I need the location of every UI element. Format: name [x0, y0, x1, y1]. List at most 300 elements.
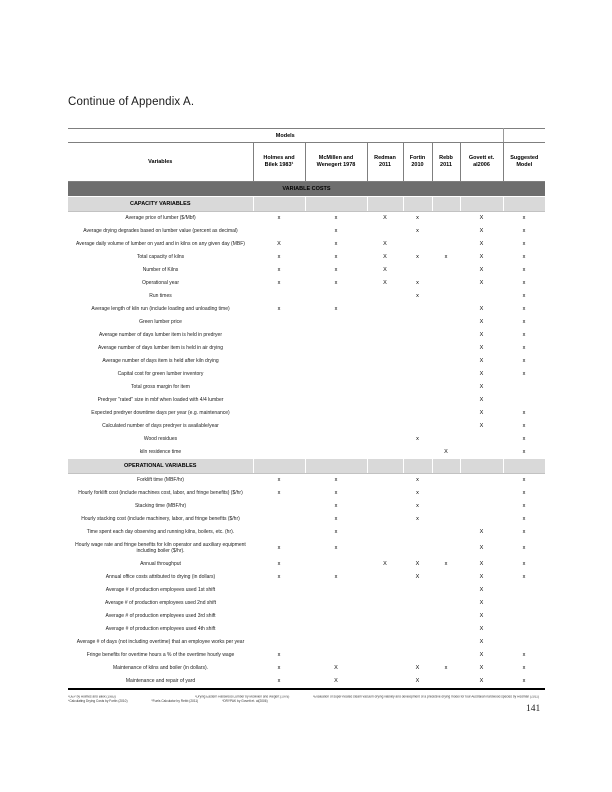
model-mark-cell: x — [277, 306, 281, 313]
model-mark-cell — [367, 500, 403, 513]
model-mark-cell — [432, 610, 460, 623]
model-mark-cell — [367, 487, 403, 500]
table-row — [68, 675, 545, 689]
model-mark-cell — [253, 610, 305, 623]
model-mark-cell — [305, 636, 367, 649]
model-mark-cell — [503, 636, 545, 649]
model-mark-cell: x — [277, 665, 281, 672]
section-band-cell — [253, 459, 305, 474]
model-mark-cell — [432, 584, 460, 597]
model-mark-cell: x — [522, 678, 526, 685]
model-mark-cell: x — [522, 423, 526, 430]
model-mark-cell — [367, 355, 403, 368]
model-mark-cell — [432, 368, 460, 381]
model-mark-cell — [460, 446, 503, 459]
model-mark-cell: X — [479, 600, 484, 607]
model-mark-cell — [503, 381, 545, 394]
model-mark-cell — [367, 225, 403, 238]
model-mark-cell — [403, 355, 432, 368]
model-mark-cell: x — [416, 516, 419, 523]
model-mark-cell: x — [522, 503, 526, 510]
model-mark-cell — [432, 381, 460, 394]
model-mark-cell — [403, 610, 432, 623]
model-mark-cell: X — [479, 332, 484, 339]
model-mark-cell — [253, 433, 305, 446]
table-row — [68, 571, 545, 584]
model-mark-cell: X — [479, 228, 484, 235]
model-mark-cell — [367, 368, 403, 381]
model-mark-cell: x — [522, 561, 526, 568]
model-mark-cell: x — [334, 267, 338, 274]
model-mark-cell: x — [334, 306, 338, 313]
section-band-cell — [460, 459, 503, 474]
model-mark-cell — [367, 329, 403, 342]
model-mark-cell — [253, 316, 305, 329]
model-mark-cell — [432, 597, 460, 610]
column-header: Suggested Model — [503, 143, 545, 182]
model-mark-cell — [253, 394, 305, 407]
table-row — [68, 584, 545, 597]
model-mark-cell — [403, 407, 432, 420]
model-mark-cell: X — [383, 254, 387, 261]
model-mark-cell: x — [277, 490, 281, 497]
table-row — [68, 290, 545, 303]
variable-label: Average # of production employees used 1st shift — [105, 587, 216, 594]
model-mark-cell — [367, 394, 403, 407]
model-mark-cell — [367, 513, 403, 526]
model-mark-cell: X — [334, 678, 338, 685]
model-mark-cell: X — [479, 545, 484, 552]
footnote-4: ⁴Calculating Drying Costs by Fortin (2010) — [68, 699, 128, 703]
table-row — [68, 264, 545, 277]
variable-label: Annual throughput — [140, 561, 181, 568]
table-row — [68, 329, 545, 342]
model-mark-cell: x — [416, 477, 419, 484]
variable-label: Average # of production employees used 2nd shift — [104, 600, 217, 607]
model-mark-cell: x — [277, 267, 281, 274]
model-mark-cell — [305, 649, 367, 662]
model-mark-cell — [253, 420, 305, 433]
model-mark-cell — [432, 500, 460, 513]
model-mark-cell — [403, 636, 432, 649]
model-mark-cell: x — [277, 280, 281, 287]
model-mark-cell: x — [522, 410, 526, 417]
model-mark-cell — [403, 303, 432, 316]
section-band-cell — [253, 197, 305, 212]
table-row — [68, 407, 545, 420]
model-mark-cell: X — [479, 652, 484, 659]
variable-label: Annual office costs attributed to drying (in dollars) — [105, 574, 216, 581]
model-mark-cell: x — [277, 561, 281, 568]
model-mark-cell — [432, 264, 460, 277]
model-mark-cell: x — [522, 215, 526, 222]
model-mark-cell: x — [444, 665, 448, 672]
model-mark-cell: X — [479, 561, 484, 568]
models-header-empty-cell — [503, 129, 545, 143]
section-band-cell — [460, 197, 503, 212]
model-mark-cell — [253, 355, 305, 368]
model-mark-cell: X — [479, 665, 484, 672]
model-mark-cell — [403, 381, 432, 394]
variable-label: Fringe benefits for overtime hours a % of the overtime hourly wage — [86, 652, 235, 659]
model-mark-cell — [367, 662, 403, 675]
model-mark-cell — [367, 290, 403, 303]
model-mark-cell: x — [522, 358, 526, 365]
variable-label: Average number of days lumber item is held in air drying — [98, 345, 223, 352]
model-mark-cell: X — [383, 241, 387, 248]
model-mark-cell — [367, 473, 403, 486]
model-mark-cell: x — [522, 490, 526, 497]
model-mark-cell — [253, 500, 305, 513]
model-mark-cell: X — [479, 410, 484, 417]
model-mark-cell — [367, 420, 403, 433]
model-mark-cell — [503, 623, 545, 636]
model-mark-cell — [253, 407, 305, 420]
model-mark-cell: x — [522, 652, 526, 659]
model-mark-cell — [253, 225, 305, 238]
model-mark-cell — [367, 623, 403, 636]
table-row — [68, 433, 545, 446]
model-mark-cell — [367, 342, 403, 355]
model-mark-cell — [432, 212, 460, 225]
model-mark-cell: x — [522, 228, 526, 235]
model-mark-cell: x — [334, 574, 338, 581]
table-body — [68, 129, 545, 689]
model-mark-cell: x — [522, 371, 526, 378]
model-mark-cell — [432, 539, 460, 558]
model-mark-cell: X — [479, 306, 484, 313]
model-mark-cell: X — [334, 665, 338, 672]
table-row — [68, 539, 545, 558]
model-mark-cell: x — [334, 280, 338, 287]
table-row — [68, 513, 545, 526]
section-band-cell — [432, 459, 460, 474]
model-mark-cell: x — [334, 477, 338, 484]
model-mark-cell: x — [416, 490, 419, 497]
model-mark-cell — [367, 303, 403, 316]
variable-label: Average # of production employees used 4th shift — [105, 626, 216, 633]
column-header: Rebb 2011 — [432, 143, 460, 182]
model-mark-cell: X — [479, 678, 484, 685]
model-mark-cell: x — [522, 529, 526, 536]
variable-label: Total capacity of kilns — [136, 254, 185, 261]
model-mark-cell — [432, 526, 460, 539]
model-mark-cell: x — [522, 241, 526, 248]
variable-label: Maintenance and repair of yard — [125, 678, 196, 685]
model-mark-cell: x — [277, 477, 281, 484]
model-mark-cell — [253, 368, 305, 381]
footnote-3: ³Evaluation of super-heated steam vacuum drying viability and development of a predictive drying model for four Australian hardwood species by Redman (2011) — [313, 695, 540, 699]
model-mark-cell — [367, 433, 403, 446]
model-mark-cell: x — [416, 228, 419, 235]
model-mark-cell — [305, 623, 367, 636]
footnote-6: ⁶DRYPAK by Govett et. al(2006) — [222, 699, 268, 703]
model-mark-cell: x — [522, 306, 526, 313]
model-mark-cell — [403, 342, 432, 355]
model-mark-cell: X — [479, 587, 484, 594]
variable-label: Average drying degrades based on lumber value (percent as decimal) — [83, 228, 238, 235]
model-mark-cell — [460, 487, 503, 500]
model-mark-cell: x — [522, 449, 526, 456]
footnote-5: ⁵Fuels Calculator by Rebb (2011) — [151, 699, 199, 703]
table-row — [68, 558, 545, 571]
model-mark-cell — [432, 571, 460, 584]
section-band-cell — [305, 197, 367, 212]
section-band-cell — [403, 197, 432, 212]
model-mark-cell: x — [522, 477, 526, 484]
model-mark-cell — [367, 610, 403, 623]
model-mark-cell: x — [522, 574, 526, 581]
model-mark-cell: X — [415, 574, 420, 581]
model-mark-cell: X — [479, 423, 484, 430]
model-mark-cell — [460, 290, 503, 303]
column-header: Govett et. al2006 — [460, 143, 503, 182]
model-mark-cell: x — [334, 228, 338, 235]
model-mark-cell — [432, 675, 460, 689]
model-mark-cell — [253, 381, 305, 394]
model-mark-cell: x — [416, 293, 419, 300]
model-mark-cell — [403, 420, 432, 433]
model-mark-cell — [403, 539, 432, 558]
model-mark-cell — [432, 238, 460, 251]
table-row — [68, 303, 545, 316]
page-number: 141 — [526, 704, 541, 714]
model-mark-cell — [432, 433, 460, 446]
variable-label: Maintenance of kilns and boiler (in dollars). — [112, 665, 209, 672]
section-band-dark — [68, 182, 545, 197]
model-mark-cell — [432, 225, 460, 238]
model-mark-cell — [432, 623, 460, 636]
model-mark-cell: x — [334, 490, 338, 497]
model-mark-cell — [403, 264, 432, 277]
table-row — [68, 394, 545, 407]
model-mark-cell — [305, 329, 367, 342]
model-mark-cell — [403, 329, 432, 342]
model-mark-cell: x — [334, 516, 338, 523]
column-header: McMillen and Wenegert 1978 — [305, 143, 367, 182]
variable-label: Predryer "rated" size in mbf when loaded with 4/4 lumber — [97, 397, 224, 404]
model-mark-cell: x — [522, 293, 526, 300]
table-row — [68, 316, 545, 329]
model-mark-cell — [305, 342, 367, 355]
model-mark-cell — [432, 277, 460, 290]
variable-label: Average length of kiln run (include loading and unloading time) — [91, 306, 230, 313]
model-mark-cell — [305, 558, 367, 571]
model-mark-cell — [367, 407, 403, 420]
table-row — [68, 277, 545, 290]
model-mark-cell — [503, 584, 545, 597]
model-mark-cell — [432, 342, 460, 355]
model-mark-cell — [253, 329, 305, 342]
column-header: Redman 2011 — [367, 143, 403, 182]
table-row — [68, 636, 545, 649]
model-mark-cell: x — [334, 215, 338, 222]
section-band-light — [68, 459, 545, 474]
model-mark-cell — [305, 394, 367, 407]
section-band-cell — [305, 459, 367, 474]
model-mark-cell — [367, 675, 403, 689]
table-row — [68, 473, 545, 486]
model-mark-cell: X — [479, 280, 484, 287]
model-mark-cell: X — [415, 665, 420, 672]
variable-label: Average number of days lumber item is held in predryer — [98, 332, 223, 339]
model-mark-cell — [403, 649, 432, 662]
variable-label: Average number of days item is held after kiln drying — [102, 358, 219, 365]
model-mark-cell: X — [415, 678, 420, 685]
model-mark-cell — [432, 420, 460, 433]
model-mark-cell: X — [479, 215, 484, 222]
model-mark-cell: X — [383, 267, 387, 274]
model-mark-cell: X — [479, 358, 484, 365]
model-mark-cell: X — [444, 449, 448, 456]
model-mark-cell — [253, 513, 305, 526]
model-mark-cell — [403, 316, 432, 329]
model-mark-cell — [305, 316, 367, 329]
appendix-table — [68, 128, 545, 690]
model-mark-cell — [305, 610, 367, 623]
model-mark-cell — [367, 539, 403, 558]
model-mark-cell — [253, 342, 305, 355]
model-mark-cell — [305, 597, 367, 610]
model-mark-cell — [367, 381, 403, 394]
models-header-row — [68, 129, 545, 143]
model-mark-cell: x — [416, 436, 419, 443]
model-mark-cell — [432, 316, 460, 329]
model-mark-cell — [367, 526, 403, 539]
model-mark-cell — [403, 584, 432, 597]
model-mark-cell — [367, 636, 403, 649]
model-mark-cell: x — [334, 254, 338, 261]
footnote-1: ¹OEP by Holmes and Bilek (1983) — [68, 695, 116, 699]
section-band-cell — [503, 459, 545, 474]
table-row — [68, 487, 545, 500]
section-band-cell — [403, 459, 432, 474]
model-mark-cell: x — [522, 345, 526, 352]
column-header: Fortin 2010 — [403, 143, 432, 182]
model-mark-cell — [305, 355, 367, 368]
model-mark-cell — [253, 584, 305, 597]
model-mark-cell — [305, 584, 367, 597]
table-row — [68, 381, 545, 394]
model-mark-cell: x — [522, 665, 526, 672]
model-mark-cell: x — [277, 215, 281, 222]
model-mark-cell — [403, 623, 432, 636]
model-mark-cell — [367, 571, 403, 584]
model-mark-cell — [403, 597, 432, 610]
model-mark-cell: x — [416, 503, 419, 510]
model-mark-cell — [403, 526, 432, 539]
table-row — [68, 238, 545, 251]
model-mark-cell: x — [522, 516, 526, 523]
model-mark-cell — [432, 355, 460, 368]
model-mark-cell — [305, 407, 367, 420]
model-mark-cell: x — [522, 254, 526, 261]
model-mark-cell — [460, 513, 503, 526]
model-mark-cell: X — [479, 626, 484, 633]
section-band-cell — [367, 459, 403, 474]
section-band-label: CAPACITY VARIABLES — [68, 197, 253, 212]
model-mark-cell — [432, 649, 460, 662]
model-mark-cell — [432, 394, 460, 407]
variable-label: Total gross margin for item — [131, 384, 190, 391]
column-header: Holmes and Bilek 1983¹ — [253, 143, 305, 182]
variable-label: Run times — [149, 293, 172, 300]
model-mark-cell: x — [334, 503, 338, 510]
model-mark-cell — [367, 649, 403, 662]
table-row — [68, 355, 545, 368]
table-row — [68, 225, 545, 238]
variable-label: Average # of days (not including overtime) that an employee works per year — [76, 639, 245, 646]
model-mark-cell — [367, 584, 403, 597]
model-mark-cell: x — [522, 319, 526, 326]
model-mark-cell — [432, 513, 460, 526]
variable-label: Hourly stacking cost (include machinery, labor, and fringe benefits ($/hr) — [81, 516, 240, 523]
table-header-row — [68, 143, 545, 182]
model-mark-cell — [432, 407, 460, 420]
model-mark-cell: x — [277, 574, 281, 581]
model-mark-cell — [503, 610, 545, 623]
model-mark-cell — [253, 446, 305, 459]
model-mark-cell — [432, 329, 460, 342]
model-mark-cell: X — [479, 613, 484, 620]
model-mark-cell — [460, 433, 503, 446]
table-row — [68, 420, 545, 433]
table-row — [68, 610, 545, 623]
model-mark-cell: x — [277, 254, 281, 261]
section-band-label: VARIABLE COSTS — [68, 182, 545, 197]
section-band-cell — [503, 197, 545, 212]
table-row — [68, 649, 545, 662]
section-band-cell — [432, 197, 460, 212]
table-row — [68, 251, 545, 264]
table-row — [68, 662, 545, 675]
variable-label: Expected predryer downtime days per year (e.g. maintenance) — [91, 410, 230, 417]
variables-column-header: Variables — [68, 143, 253, 182]
model-mark-cell — [432, 290, 460, 303]
model-mark-cell — [253, 597, 305, 610]
model-mark-cell: X — [415, 561, 420, 568]
variable-label: Time spent each day observing and running kilns, boilers, etc. (hr). — [86, 529, 235, 536]
model-mark-cell — [403, 238, 432, 251]
model-mark-cell: X — [479, 241, 484, 248]
table-row — [68, 623, 545, 636]
variable-label: Hourly forklift cost (include machines cost, labor, and fringe benefits) ($/hr) — [78, 490, 243, 497]
variable-label: Calculated number of days predryer is available/year — [102, 423, 219, 430]
footnote-line-2 — [68, 699, 545, 703]
model-mark-cell — [403, 446, 432, 459]
model-mark-cell — [503, 394, 545, 407]
table-row — [68, 526, 545, 539]
variable-label: Hourly wage rate and fringe benefits for kiln operator and auxiliary equipment including boiler ($/hr). — [75, 542, 246, 555]
model-mark-cell — [503, 597, 545, 610]
page-title: Continue of Appendix A. — [68, 96, 195, 108]
variable-label: Average daily volume of lumber on yard and in kilns on any given day (MBF) — [76, 241, 245, 248]
variable-label: Capital cost for green lumber inventory — [117, 371, 204, 378]
model-mark-cell: X — [277, 241, 281, 248]
model-mark-cell: x — [277, 652, 281, 659]
model-mark-cell — [253, 636, 305, 649]
model-mark-cell: X — [479, 639, 484, 646]
model-mark-cell: X — [383, 280, 387, 287]
model-mark-cell: X — [479, 254, 484, 261]
model-mark-cell: X — [479, 345, 484, 352]
model-mark-cell: x — [522, 545, 526, 552]
variable-label: Forklift time (MBF/hr) — [137, 477, 184, 484]
model-mark-cell — [253, 290, 305, 303]
model-mark-cell: X — [479, 319, 484, 326]
model-mark-cell — [305, 381, 367, 394]
model-mark-cell: X — [479, 267, 484, 274]
